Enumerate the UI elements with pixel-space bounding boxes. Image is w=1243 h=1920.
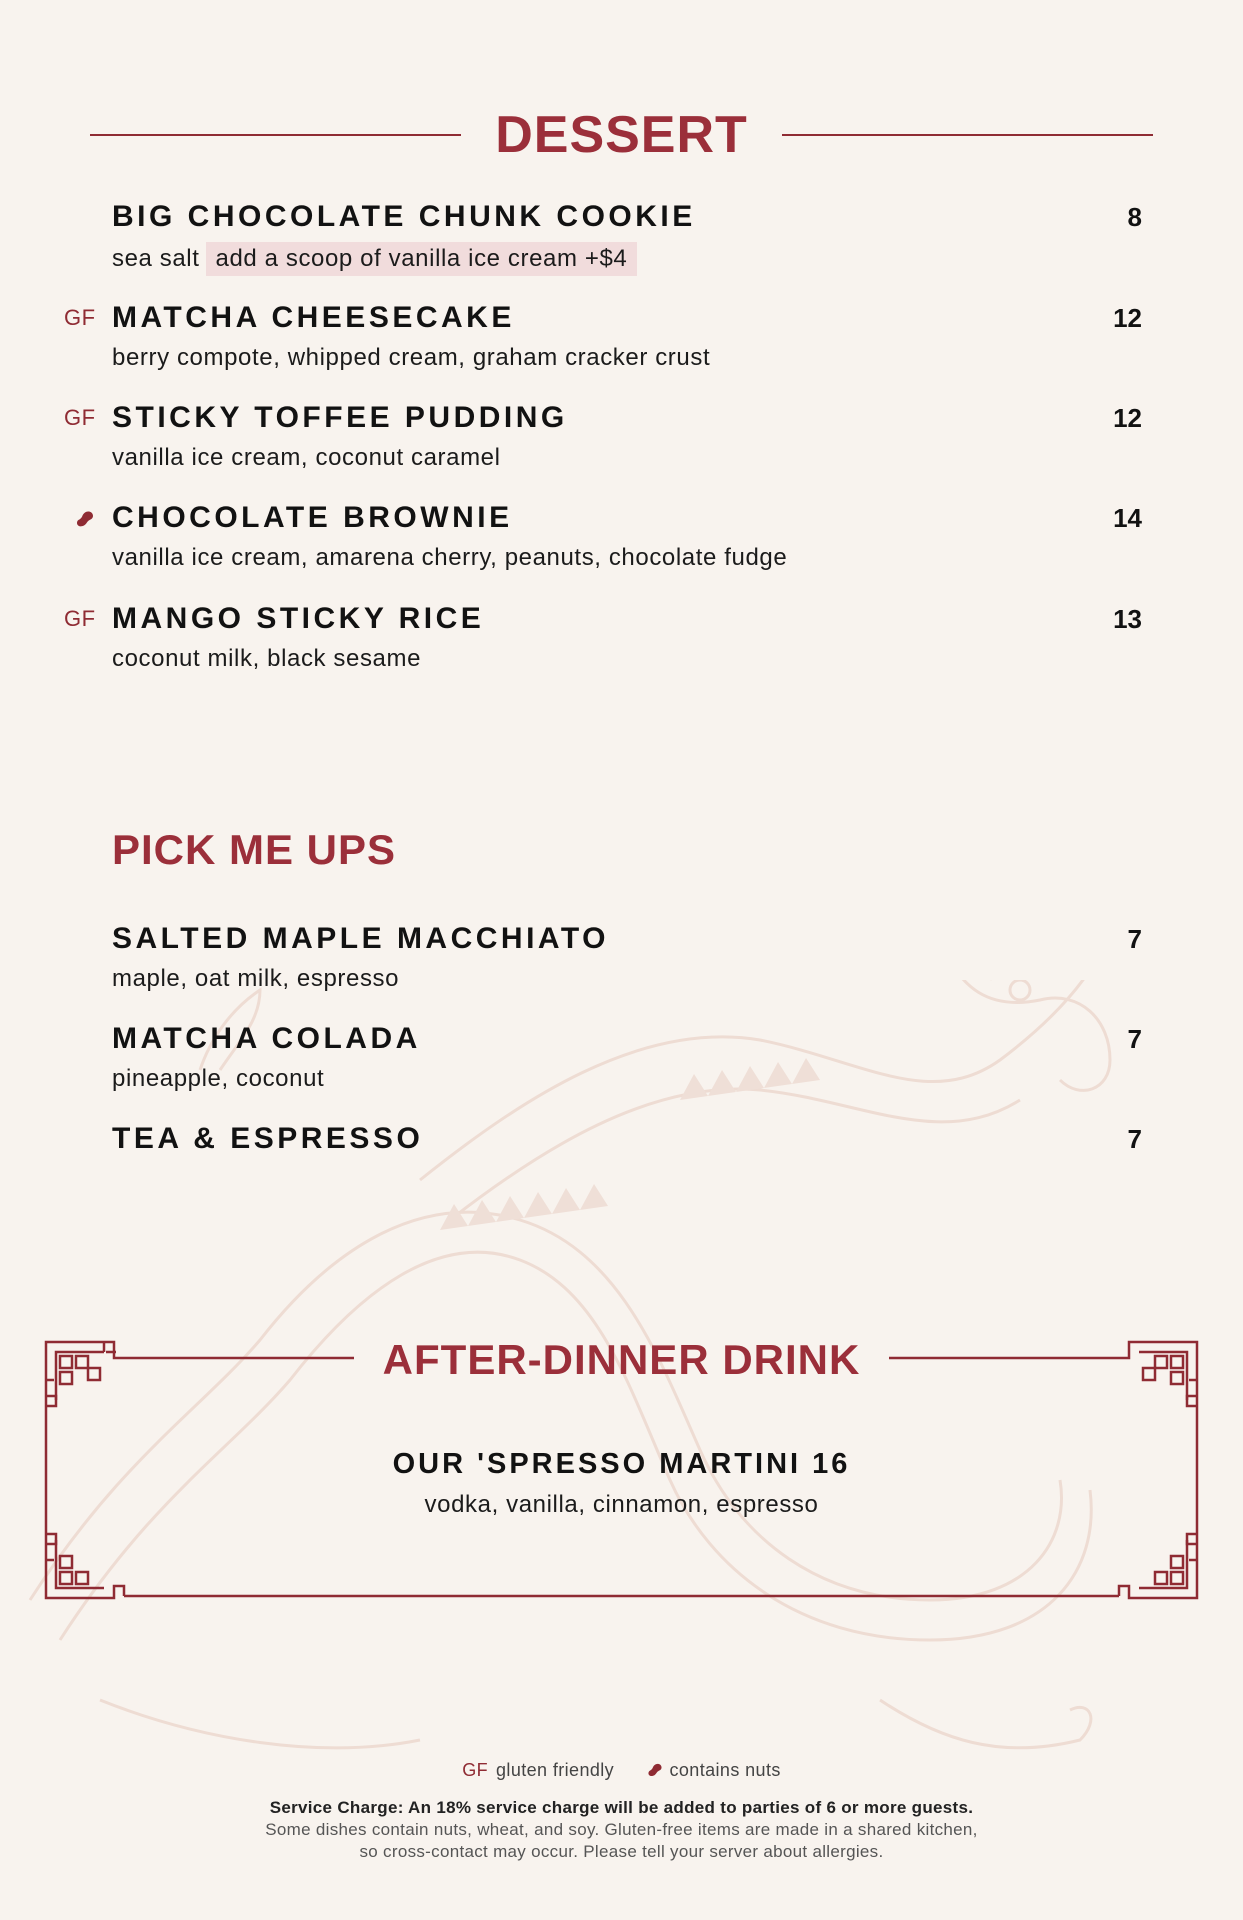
item-price: 7 xyxy=(1127,1024,1142,1054)
gf-legend-tag: GF xyxy=(462,1760,489,1780)
item-name: SALTED MAPLE MACCHIATO xyxy=(112,922,609,955)
addon-highlight: add a scoop of vanilla ice cream +$4 xyxy=(206,242,638,276)
item-name: OUR 'SPRESSO MARTINI 16 xyxy=(392,1448,851,1480)
menu-item xyxy=(112,1022,1142,1094)
pick-me-ups-title: PICK ME UPS xyxy=(112,826,397,873)
item-name: MATCHA CHEESECAKE xyxy=(112,301,515,334)
gf-tag: GF xyxy=(64,606,96,631)
menu-item xyxy=(112,501,1142,573)
item-name: STICKY TOFFEE PUDDING xyxy=(112,401,568,434)
item-desc: vanilla ice cream, coconut caramel xyxy=(112,444,501,471)
dessert-title: DESSERT xyxy=(495,106,748,164)
item-desc: vanilla ice cream, amarena cherry, peanuts, chocolate fudge xyxy=(112,544,788,571)
item-desc: berry compote, whipped cream, graham cracker crust xyxy=(112,344,711,371)
item-desc-text: sea salt xyxy=(112,245,200,272)
menu-item xyxy=(64,401,1142,473)
item-price: 14 xyxy=(1113,503,1142,533)
menu-item xyxy=(112,922,1142,994)
legend xyxy=(0,1760,1243,1781)
header-rule-right xyxy=(782,134,1153,136)
menu-item xyxy=(64,301,1142,373)
item-name: MANGO STICKY RICE xyxy=(112,602,485,635)
nut-icon xyxy=(646,1761,664,1779)
item-price: 13 xyxy=(1113,604,1142,634)
item-desc: pineapple, coconut xyxy=(112,1065,325,1092)
after-dinner-title: AFTER-DINNER DRINK xyxy=(382,1336,861,1383)
item-desc: coconut milk, black sesame xyxy=(112,645,422,672)
nut-icon xyxy=(74,508,96,530)
item-desc: vodka, vanilla, cinnamon, espresso xyxy=(424,1491,819,1518)
item-name: MATCHA COLADA xyxy=(112,1022,421,1055)
allergy-note-line1: Some dishes contain nuts, wheat, and soy. Gluten-free items are made in a shared kitchen, xyxy=(265,1820,978,1839)
item-desc xyxy=(112,242,1142,276)
item-price: 7 xyxy=(1127,1124,1142,1154)
item-desc: maple, oat milk, espresso xyxy=(112,965,400,992)
gf-tag: GF xyxy=(64,305,96,330)
item-price: 12 xyxy=(1113,403,1142,433)
after-dinner-item xyxy=(0,1448,1243,1519)
service-charge-note: Service Charge: An 18% service charge will be added to parties of 6 or more guests. xyxy=(269,1798,974,1817)
footer xyxy=(0,1797,1243,1863)
item-price: 7 xyxy=(1127,924,1142,954)
header-rule-left xyxy=(90,134,461,136)
menu-item xyxy=(112,1122,1142,1156)
dessert-header xyxy=(90,100,1153,170)
item-price: 12 xyxy=(1113,303,1142,333)
nut-legend-text: contains nuts xyxy=(669,1760,781,1780)
menu-item xyxy=(112,200,1142,276)
item-name: BIG CHOCOLATE CHUNK COOKIE xyxy=(112,200,696,233)
item-name: TEA & ESPRESSO xyxy=(112,1122,424,1155)
menu-item xyxy=(64,602,1142,674)
gf-tag: GF xyxy=(64,405,96,430)
item-price: 8 xyxy=(1127,202,1142,232)
allergy-note-line2: so cross-contact may occur. Please tell your server about allergies. xyxy=(359,1842,884,1861)
gf-legend-text: gluten friendly xyxy=(496,1760,615,1780)
item-name: CHOCOLATE BROWNIE xyxy=(112,501,513,534)
